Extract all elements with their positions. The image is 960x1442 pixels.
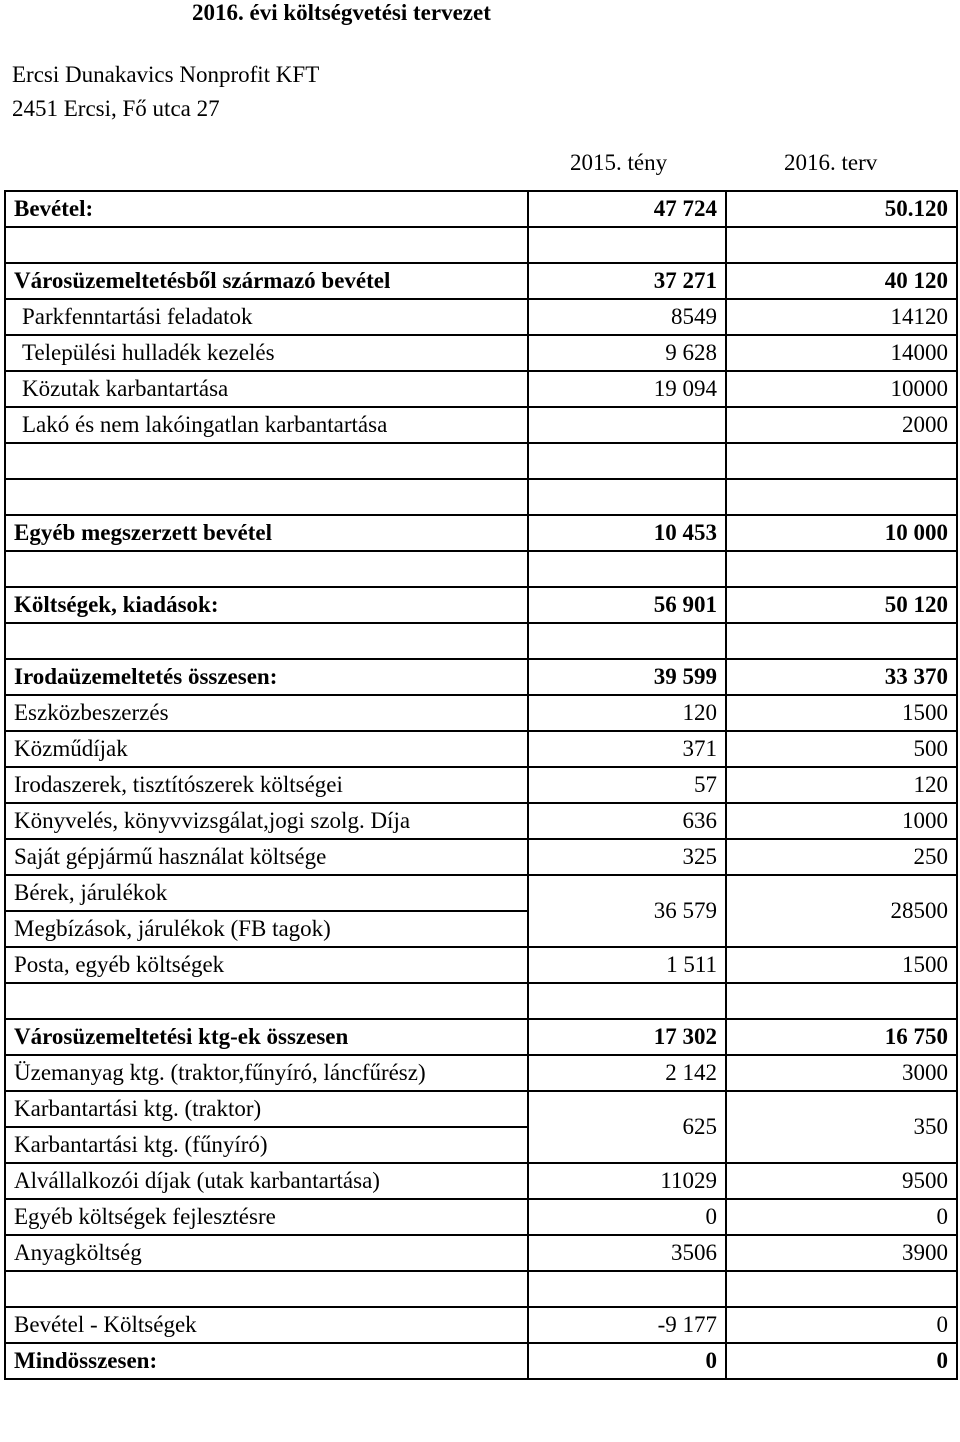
table-row bbox=[5, 1091, 957, 1127]
value-2015: 56 901 bbox=[528, 587, 726, 623]
value-2015 bbox=[528, 407, 726, 443]
value-2015 bbox=[528, 551, 726, 587]
value-2016: 0 bbox=[726, 1307, 957, 1343]
table-row bbox=[5, 371, 957, 407]
value-2016: 1500 bbox=[726, 695, 957, 731]
value-2016 bbox=[726, 443, 957, 479]
row-label: Anyagköltség bbox=[5, 1235, 528, 1271]
table-row bbox=[5, 335, 957, 371]
row-label: Költségek, kiadások: bbox=[5, 587, 528, 623]
value-2015: 120 bbox=[528, 695, 726, 731]
value-2015 bbox=[528, 1271, 726, 1307]
row-label: Posta, egyéb költségek bbox=[5, 947, 528, 983]
value-2015: 10 453 bbox=[528, 515, 726, 551]
row-label: Irodaüzemeltetés összesen: bbox=[5, 659, 528, 695]
row-label: Karbantartási ktg. (fűnyíró) bbox=[5, 1127, 528, 1163]
value-2016: 0 bbox=[726, 1199, 957, 1235]
row-label: Irodaszerek, tisztítószerek költségei bbox=[5, 767, 528, 803]
value-2016 bbox=[726, 551, 957, 587]
value-2015: 636 bbox=[528, 803, 726, 839]
value-2016: 350 bbox=[726, 1091, 957, 1163]
value-2016: 1500 bbox=[726, 947, 957, 983]
value-2016: 50 120 bbox=[726, 587, 957, 623]
value-2016: 0 bbox=[726, 1343, 957, 1379]
document-title: 2016. évi költségvetési tervezet bbox=[192, 0, 491, 25]
value-2015: 19 094 bbox=[528, 371, 726, 407]
value-2015: 0 bbox=[528, 1343, 726, 1379]
row-label bbox=[5, 551, 528, 587]
row-label: Bevétel: bbox=[5, 191, 528, 227]
value-2015: 11029 bbox=[528, 1163, 726, 1199]
value-2016: 1000 bbox=[726, 803, 957, 839]
row-label: Saját gépjármű használat költsége bbox=[5, 839, 528, 875]
blank-row bbox=[5, 443, 957, 479]
value-2016: 50.120 bbox=[726, 191, 957, 227]
value-2016: 3900 bbox=[726, 1235, 957, 1271]
blank-row bbox=[5, 983, 957, 1019]
table-row bbox=[5, 659, 957, 695]
value-2016: 10000 bbox=[726, 371, 957, 407]
value-2015: 2 142 bbox=[528, 1055, 726, 1091]
value-2015 bbox=[528, 983, 726, 1019]
table-row bbox=[5, 803, 957, 839]
table-row bbox=[5, 767, 957, 803]
value-2016: 120 bbox=[726, 767, 957, 803]
table-row bbox=[5, 299, 957, 335]
row-label: Karbantartási ktg. (traktor) bbox=[5, 1091, 528, 1127]
row-label: Városüzemeltetési ktg-ek összesen bbox=[5, 1019, 528, 1055]
value-2016: 14120 bbox=[726, 299, 957, 335]
value-2016: 2000 bbox=[726, 407, 957, 443]
value-2015: 36 579 bbox=[528, 875, 726, 947]
organization-address: 2451 Ercsi, Fő utca 27 bbox=[12, 96, 220, 121]
table-row bbox=[5, 1307, 957, 1343]
value-2015: 3506 bbox=[528, 1235, 726, 1271]
value-2016: 10 000 bbox=[726, 515, 957, 551]
blank-row bbox=[5, 551, 957, 587]
table-row bbox=[5, 191, 957, 227]
value-2015: 0 bbox=[528, 1199, 726, 1235]
row-label: Mindösszesen: bbox=[5, 1343, 528, 1379]
value-2015: 57 bbox=[528, 767, 726, 803]
blank-row bbox=[5, 227, 957, 263]
table-row bbox=[5, 1055, 957, 1091]
value-2016 bbox=[726, 623, 957, 659]
value-2015: 37 271 bbox=[528, 263, 726, 299]
value-2015: 39 599 bbox=[528, 659, 726, 695]
value-2015 bbox=[528, 623, 726, 659]
row-label bbox=[5, 443, 528, 479]
value-2015: 371 bbox=[528, 731, 726, 767]
organization-name: Ercsi Dunakavics Nonprofit KFT bbox=[12, 62, 320, 87]
blank-row bbox=[5, 623, 957, 659]
table-row bbox=[5, 839, 957, 875]
table-row bbox=[5, 1235, 957, 1271]
blank-row bbox=[5, 479, 957, 515]
blank-row bbox=[5, 1271, 957, 1307]
value-2015: 8549 bbox=[528, 299, 726, 335]
row-label: Települési hulladék kezelés bbox=[5, 335, 528, 371]
table-row bbox=[5, 1343, 957, 1379]
row-label bbox=[5, 227, 528, 263]
value-2016 bbox=[726, 479, 957, 515]
row-label: Bevétel - Költségek bbox=[5, 1307, 528, 1343]
row-label: Közműdíjak bbox=[5, 731, 528, 767]
value-2016: 40 120 bbox=[726, 263, 957, 299]
value-2016: 16 750 bbox=[726, 1019, 957, 1055]
value-2016: 3000 bbox=[726, 1055, 957, 1091]
budget-table bbox=[4, 190, 958, 1380]
table-row bbox=[5, 1163, 957, 1199]
row-label: Megbízások, járulékok (FB tagok) bbox=[5, 911, 528, 947]
row-label: Egyéb megszerzett bevétel bbox=[5, 515, 528, 551]
table-row bbox=[5, 947, 957, 983]
value-2015: 17 302 bbox=[528, 1019, 726, 1055]
value-2016: 33 370 bbox=[726, 659, 957, 695]
value-2015: 1 511 bbox=[528, 947, 726, 983]
row-label: Könyvelés, könyvvizsgálat,jogi szolg. Díja bbox=[5, 803, 528, 839]
value-2015: 625 bbox=[528, 1091, 726, 1163]
value-2016 bbox=[726, 227, 957, 263]
table-row bbox=[5, 695, 957, 731]
column-header-2016: 2016. terv bbox=[784, 150, 878, 175]
row-label: Üzemanyag ktg. (traktor,fűnyíró, láncfűrész) bbox=[5, 1055, 528, 1091]
value-2016: 28500 bbox=[726, 875, 957, 947]
value-2016: 9500 bbox=[726, 1163, 957, 1199]
value-2016: 14000 bbox=[726, 335, 957, 371]
value-2015: 47 724 bbox=[528, 191, 726, 227]
table-row bbox=[5, 587, 957, 623]
value-2016 bbox=[726, 983, 957, 1019]
value-2016: 250 bbox=[726, 839, 957, 875]
row-label bbox=[5, 983, 528, 1019]
row-label bbox=[5, 623, 528, 659]
value-2015: 9 628 bbox=[528, 335, 726, 371]
column-header-2015: 2015. tény bbox=[570, 150, 668, 175]
row-label: Bérek, járulékok bbox=[5, 875, 528, 911]
value-2016: 500 bbox=[726, 731, 957, 767]
row-label: Alvállalkozói díjak (utak karbantartása) bbox=[5, 1163, 528, 1199]
value-2015 bbox=[528, 227, 726, 263]
row-label: Lakó és nem lakóingatlan karbantartása bbox=[5, 407, 528, 443]
table-row bbox=[5, 875, 957, 911]
value-2015 bbox=[528, 443, 726, 479]
value-2016 bbox=[726, 1271, 957, 1307]
table-row bbox=[5, 515, 957, 551]
table-row bbox=[5, 1019, 957, 1055]
table-row bbox=[5, 1199, 957, 1235]
table-row bbox=[5, 731, 957, 767]
row-label bbox=[5, 1271, 528, 1307]
row-label: Parkfenntartási feladatok bbox=[5, 299, 528, 335]
value-2015: 325 bbox=[528, 839, 726, 875]
table-row bbox=[5, 407, 957, 443]
row-label: Eszközbeszerzés bbox=[5, 695, 528, 731]
row-label: Egyéb költségek fejlesztésre bbox=[5, 1199, 528, 1235]
row-label: Városüzemeltetésből származó bevétel bbox=[5, 263, 528, 299]
row-label: Közutak karbantartása bbox=[5, 371, 528, 407]
value-2015 bbox=[528, 479, 726, 515]
table-row bbox=[5, 263, 957, 299]
value-2015: -9 177 bbox=[528, 1307, 726, 1343]
row-label bbox=[5, 479, 528, 515]
